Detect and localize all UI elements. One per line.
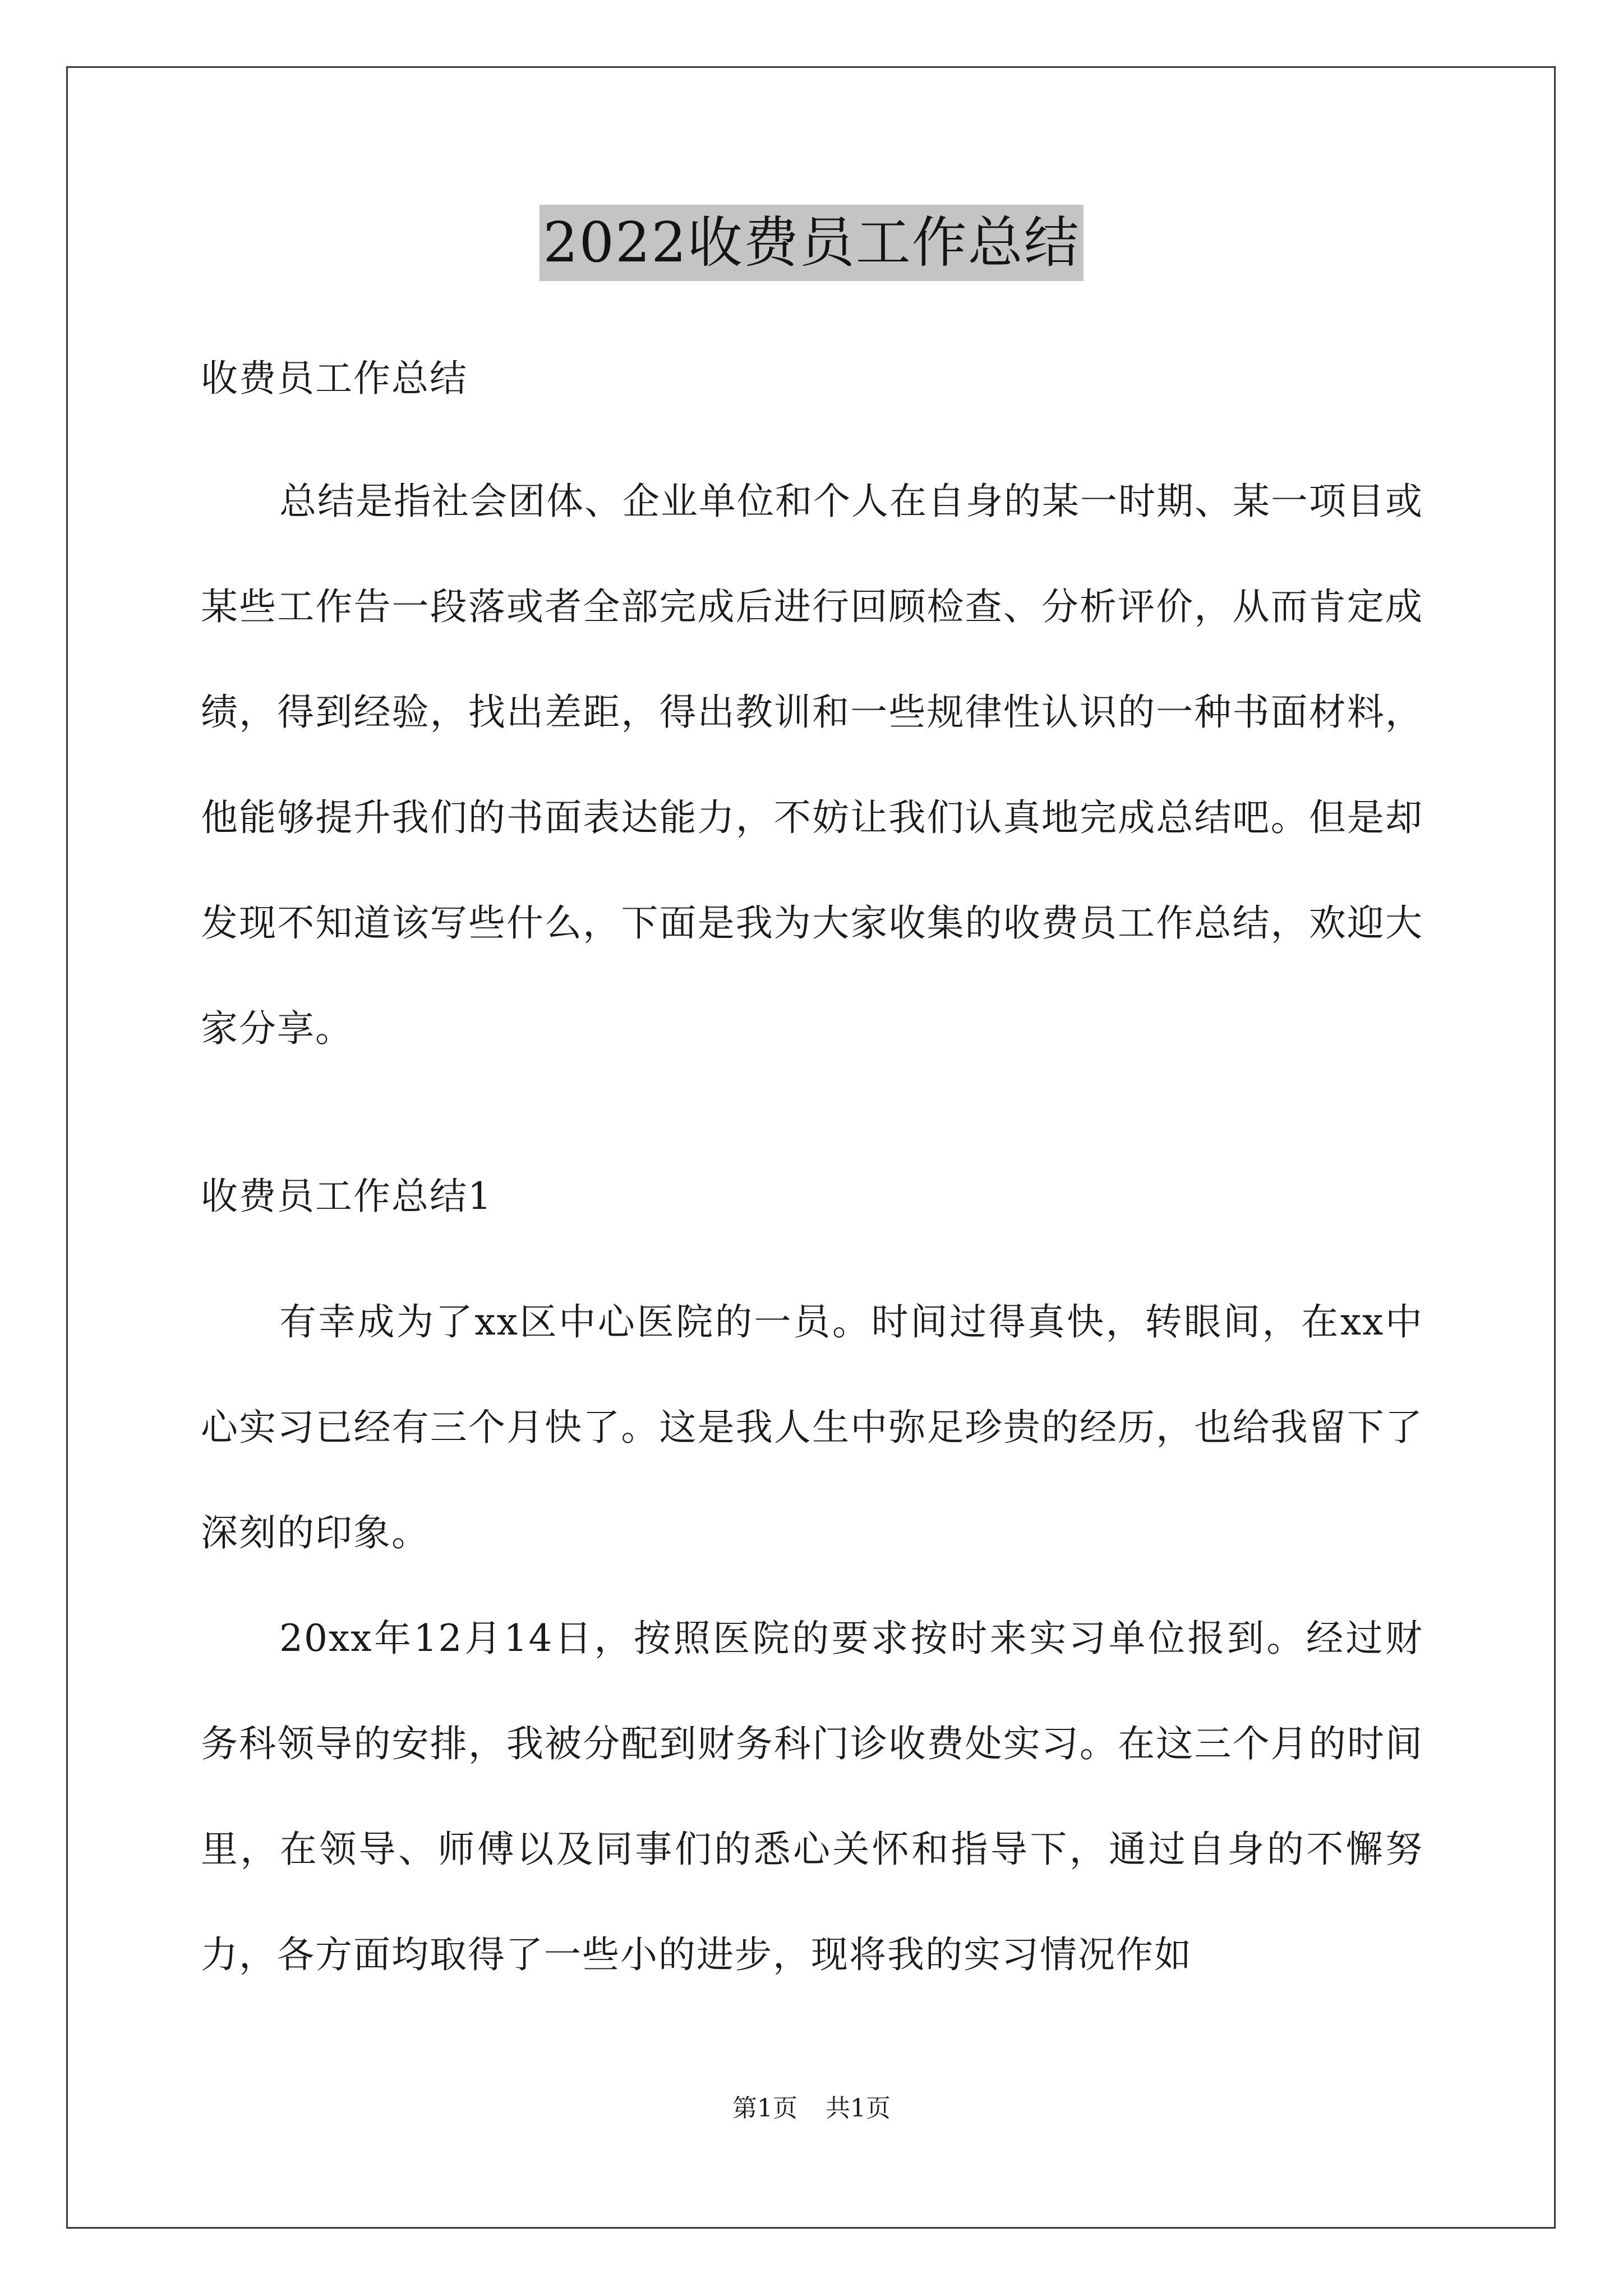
document-title: 2022收费员工作总结	[540, 205, 1083, 281]
intro-paragraph: 总结是指社会团体、企业单位和个人在自身的某一时期、某一项目或某些工作告一段落或者全部完成后进行回顾检查、分析评价，从而肯定成绩，得到经验，找出差距，得出教训和一些规律性认识的一种书面材料，他能够提升我们的书面表达能力，不妨让我们认真地完成总结吧。但是却发现不知道该写些什么，下面是我为大家收集的收费员工作总结，欢迎大家分享。	[201, 480, 1423, 1050]
page-footer	[0, 2088, 1623, 2124]
document-body	[201, 348, 1423, 2008]
spacer	[201, 1082, 1423, 1166]
section-paragraph-1: 有幸成为了xx区中心医院的一员。时间过得真快，转眼间，在xx中心实习已经有三个月快了。这是我人生中弥足珍贵的经历，也给我留下了深刻的印象。	[201, 1300, 1423, 1554]
section-paragraph-2: 20xx年12月14日，按照医院的要求按时来实习单位报到。经过财务科领导的安排，我被分配到财务科门诊收费处实习。在这三个月的时间里，在领导、师傅以及同事们的悉心关怀和指导下，通过自身的不懈努力，各方面均取得了一些小的进步，现将我的实习情况作如	[201, 1617, 1423, 1976]
title-container	[0, 205, 1623, 281]
page-number: 第1页	[732, 2094, 797, 2123]
spacer	[201, 1227, 1423, 1269]
spacer	[201, 409, 1423, 449]
document-subtitle: 收费员工作总结	[201, 357, 468, 400]
page-total: 共1页	[826, 2094, 891, 2123]
section-heading: 收费员工作总结1	[201, 1175, 492, 1218]
